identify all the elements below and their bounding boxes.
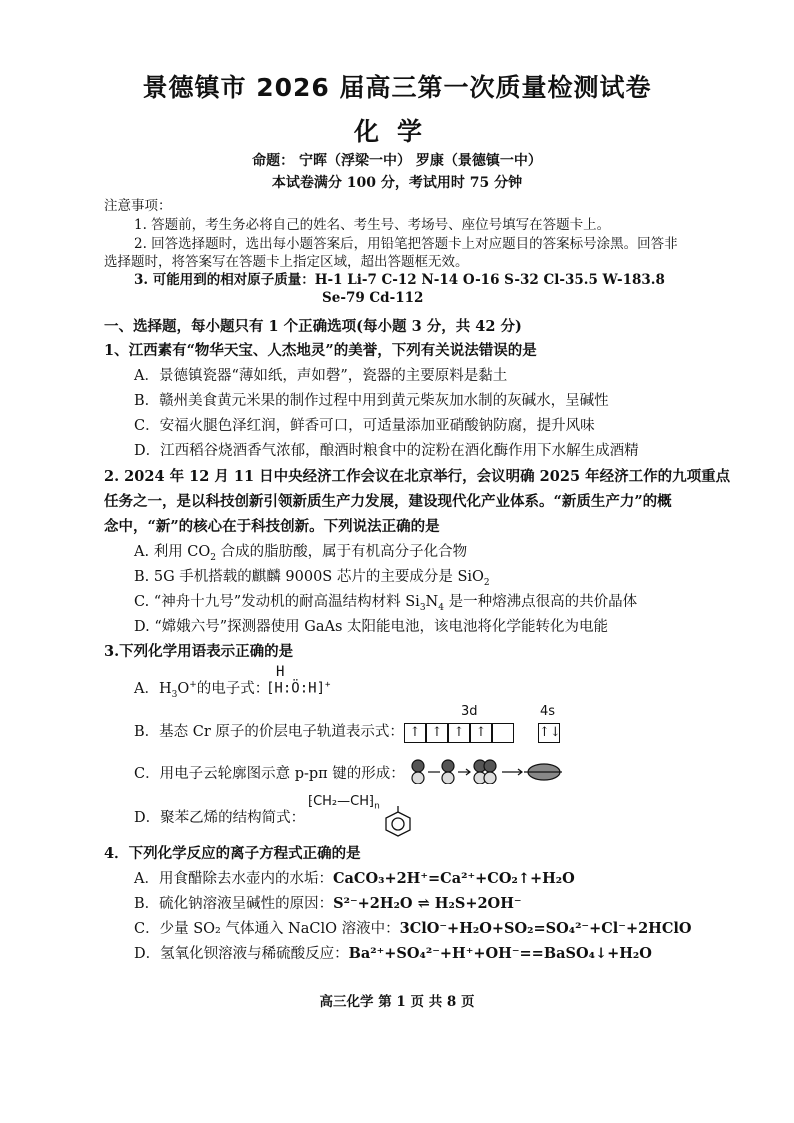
note-2b: 选择题时，将答案写在答题卡上指定区域，超出答题框无效。 bbox=[104, 254, 469, 270]
q2-option-a: A. 利用 $CO_2$ 合成的脂肪酸，属于有机高分子化合物 bbox=[134, 544, 468, 563]
p-orbital-overlap-diagram bbox=[404, 758, 564, 784]
q3-option-d: D．聚苯乙烯的结构简式： bbox=[134, 810, 306, 826]
polystyrene-chain: $⁅CH_2—CH⁆_n$ bbox=[308, 794, 380, 812]
orbital-box bbox=[492, 723, 514, 743]
score-time-line: 本试卷满分 100 分，考试用时 75 分钟 bbox=[271, 175, 523, 191]
q3-option-b: B．基态 Cr 原子的价层电子轨道表示式： bbox=[134, 724, 404, 740]
q3-stem: 3.下列化学用语表示正确的是 bbox=[104, 643, 294, 660]
q4-option-c: C．少量 SO₂ 气体通入 NaClO 溶液中：3ClO⁻+H₂O+SO₂=SO₄²⁻+Cl⁻+2HClO bbox=[134, 920, 692, 937]
orbital-box: ↑ bbox=[448, 723, 470, 743]
orbital-3d bbox=[404, 722, 514, 743]
notes-heading: 注意事项： bbox=[104, 198, 172, 214]
q1-option-d: D．江西稻谷烧酒香气浓郁，酿酒时粮食中的淀粉在酒化酶作用下水解生成酒精 bbox=[134, 443, 639, 459]
orbital-box: ↑ bbox=[404, 723, 426, 743]
q2-stem-1: 2. 2024 年 12 月 11 日中央经济工作会议在北京举行，会议明确 2025 年经济工作的九项重点 bbox=[104, 468, 731, 485]
q1-option-b: B．赣州美食黄元米果的制作过程中用到黄元柴灰加水制的灰碱水，呈碱性 bbox=[134, 393, 609, 409]
q1-stem: 1、江西素有“物华天宝、人杰地灵”的美誉，下列有关说法错误的是 bbox=[104, 342, 537, 359]
q3-option-c: C．用电子云轮廓图示意 p-pπ 键的形成： bbox=[134, 766, 405, 782]
orbital-4s bbox=[538, 722, 560, 743]
label-4s: 4s bbox=[540, 704, 556, 719]
q1-option-c: C．安福火腿色泽红润，鲜香可口，可适量添加亚硝酸钠防腐，提升风味 bbox=[134, 418, 595, 434]
authors-line: 命题： 宁晖（浮梁一中） 罗康（景德镇一中） bbox=[252, 153, 542, 169]
q2-stem-2: 任务之一，是以科技创新引领新质生产力发展，建设现代化产业体系。“新质生产力”的概 bbox=[104, 493, 672, 510]
q3-option-a: A．$H_3O^+$的电子式： bbox=[134, 680, 270, 700]
q4-option-d: D．氢氧化钡溶液与稀硫酸反应：Ba²⁺+SO₄²⁻+H⁺+OH⁻==BaSO₄↓+H₂O bbox=[134, 945, 652, 962]
q4-option-b: B．硫化钠溶液呈碱性的原因：S²⁻+2H₂O ⇌ H₂S+2OH⁻ bbox=[134, 895, 522, 912]
q2-option-d: D. “嫦娥六号”探测器使用 GaAs 太阳能电池，该电池将化学能转化为电能 bbox=[134, 619, 609, 635]
page-title: 景德镇市 2026 届高三第一次质量检测试卷 bbox=[142, 73, 652, 102]
lewis-structure: [H:Ö:H]+ bbox=[266, 680, 331, 697]
q4-stem: 4．下列化学反应的离子方程式正确的是 bbox=[104, 845, 361, 862]
q2-option-c: C. “神舟十九号”发动机的耐高温结构材料 $Si_3N_4$ 是一种熔沸点很高的共价晶体 bbox=[134, 594, 638, 613]
note-3b: Se-79 Cd-112 bbox=[322, 290, 424, 306]
benzene-ring-icon bbox=[384, 806, 424, 838]
note-1: 1. 答题前，考生务必将自己的姓名、考生号、考场号、座位号填写在答题卡上。 bbox=[134, 217, 611, 233]
note-2a: 2. 回答选择题时，选出每小题答案后，用铅笔把答题卡上对应题目的答案标号涂黑。回答非 bbox=[134, 236, 678, 252]
q2-option-b: B. 5G 手机搭载的麒麟 9000S 芯片的主要成分是 SiO$_2$ bbox=[134, 569, 490, 588]
q2-stem-3: 念中，“新”的核心在于科技创新。下列说法正确的是 bbox=[104, 518, 440, 535]
subject-title: 化学 bbox=[353, 117, 440, 146]
orbital-box: ↑ bbox=[470, 723, 492, 743]
note-3a: 3. 可能用到的相对原子质量：H-1 Li-7 C-12 N-14 O-16 S-32 Cl-35.5 W-183.8 bbox=[134, 272, 665, 288]
orbital-box: ↑↓ bbox=[538, 723, 560, 743]
page-footer: 高三化学 第 1 页 共 8 页 bbox=[319, 994, 475, 1010]
orbital-box: ↑ bbox=[426, 723, 448, 743]
section-heading: 一、选择题，每小题只有 1 个正确选项(每小题 3 分，共 42 分) bbox=[104, 318, 522, 335]
label-3d: 3d bbox=[461, 704, 478, 719]
q4-option-a: A．用食醋除去水壶内的水垢：CaCO₃+2H⁺=Ca²⁺+CO₂↑+H₂O bbox=[134, 870, 575, 887]
lewis-top-h: H bbox=[276, 664, 285, 680]
q1-option-a: A．景德镇瓷器“薄如纸，声如磬”，瓷器的主要原料是黏土 bbox=[134, 368, 508, 384]
